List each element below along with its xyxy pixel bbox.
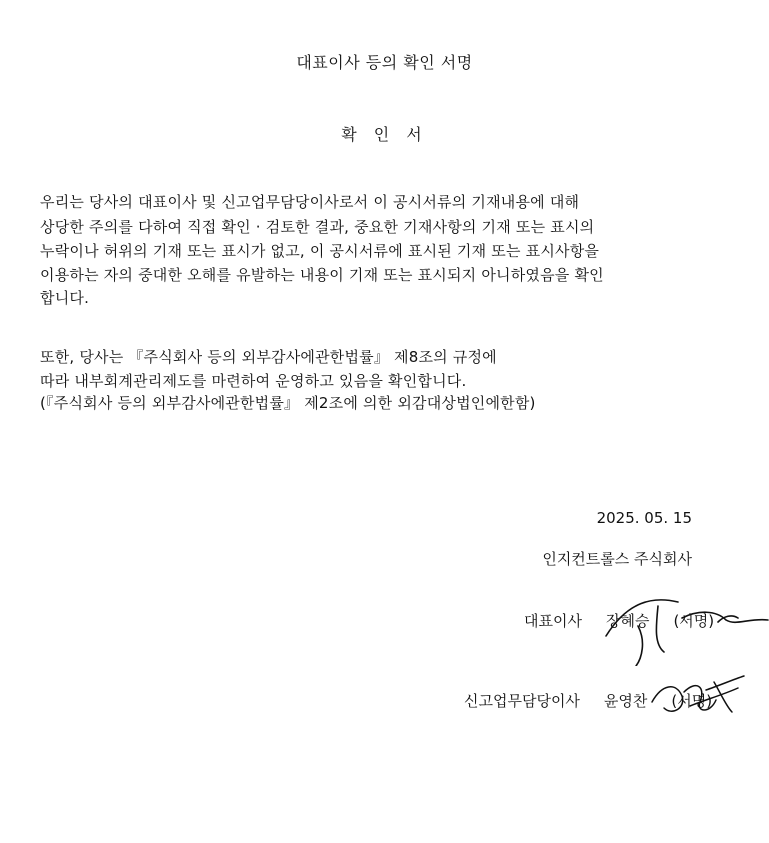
document-heading: 확 인 서 bbox=[341, 125, 428, 144]
paragraph1-line: 우리는 당사의 대표이사 및 신고업무담당이사로서 이 공시서류의 기재내용에 대해 bbox=[40, 193, 580, 211]
ceo-signature bbox=[598, 596, 769, 666]
document-title: 대표이사 등의 확인 서명 bbox=[296, 53, 473, 72]
director-signature bbox=[648, 672, 748, 720]
paragraph2-line: 또한, 당사는 『주식회사 등의 외부감사에관한법률』 제8조의 규정에 bbox=[40, 348, 497, 366]
paragraph1-line: 합니다. bbox=[40, 289, 90, 307]
signature-label: (서명) bbox=[671, 692, 713, 710]
signature-label: (서명) bbox=[673, 612, 715, 630]
signer-role: 대표이사 bbox=[524, 612, 582, 630]
paragraph1-line: 이용하는 자의 중대한 오해를 유발하는 내용이 기재 또는 표시되지 아니하였음을 확인 bbox=[40, 266, 604, 284]
company-name: 인지컨트롤스 주식회사 bbox=[542, 550, 692, 568]
paragraph1-line: 누락이나 허위의 기재 또는 표시가 없고, 이 공시서류에 표시된 기재 또는 표시사항을 bbox=[40, 242, 600, 260]
paragraph2-line: (『주식회사 등의 외부감사에관한법률』 제2조에 의한 외감대상법인에한함) bbox=[40, 394, 536, 412]
document-date: 2025. 05. 15 bbox=[596, 509, 692, 527]
paragraph2-line: 따라 내부회계관리제도를 마련하여 운영하고 있음을 확인합니다. bbox=[40, 372, 467, 390]
signer-name: 장혜승 bbox=[605, 612, 650, 630]
signer-name: 윤영찬 bbox=[603, 692, 648, 710]
signer-role: 신고업무담당이사 bbox=[464, 692, 580, 710]
paragraph1-line: 상당한 주의를 다하여 직접 확인 · 검토한 결과, 중요한 기재사항의 기재 또는 표시의 bbox=[40, 218, 595, 236]
